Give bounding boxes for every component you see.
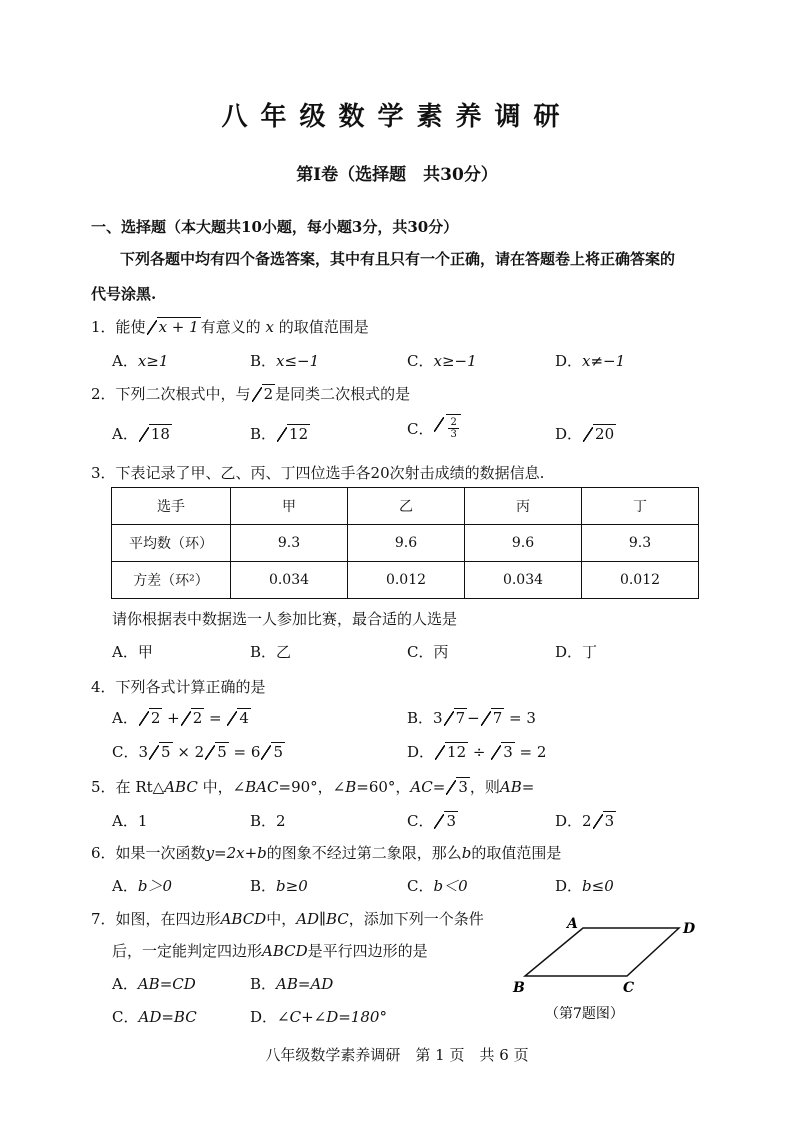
q3-option-b[interactable]: B．乙 [250,643,292,661]
table-cell: 9.3 [231,525,348,562]
table-header-cell: 丙 [465,488,582,525]
q6-option-d[interactable]: D．b≤0 [555,877,614,895]
table-row [112,562,699,599]
q7-option-d[interactable]: D．∠C+∠D=180° [250,1008,387,1026]
question-number: 1． [91,318,116,336]
q4-option-d[interactable]: D． 12 ÷ 3 = 2 [407,743,547,761]
section-heading: 一、选择题（本大题共10小题，每小题3分，共30分） [91,218,459,236]
question-3-followup: 请你根据表中数据选一人参加比赛，最合适的人选是 [112,610,458,628]
table-header-cell: 丁 [582,488,699,525]
shooting-data-table [111,487,699,599]
question-6: 6．如果一次函数y=2x+b的图象不经过第二象限，那么b的取值范围是 [91,844,562,862]
q6-option-c[interactable]: C．b＜0 [407,877,468,895]
page-footer: 八年级数学素养调研 第 1 页 共 6 页 [265,1046,529,1064]
sqrt-expression [147,317,201,336]
q6-option-a[interactable]: A．b＞0 [112,877,172,895]
vertex-label-a: A [567,916,578,932]
table-cell: 0.012 [348,562,465,599]
question-text: 有意义的 [200,318,261,336]
q5-option-b[interactable]: B．2 [250,812,286,830]
table-cell: 方差（环²） [112,562,231,599]
table-header-cell: 选手 [112,488,231,525]
table-cell: 0.034 [231,562,348,599]
question-7-line-1: 7．如图，在四边形ABCD中，AD∥BC，添加下列一个条件 [91,910,484,928]
q1-option-b[interactable]: B．x≤−1 [250,352,320,370]
radicand: x + 1 [158,318,199,336]
q4-option-b[interactable]: B．3 7 − 7 = 3 [407,709,536,727]
q5-option-c[interactable]: C． 3 [407,812,457,830]
sqrt-expression: 2 [252,384,276,403]
q2-option-a[interactable]: A． 18 [112,425,170,443]
q3-option-d[interactable]: D．丁 [555,643,598,661]
question-5: 5．在 Rt△ABC 中，∠BAC=90°，∠B=60°，AC= 3 ，则AB= [91,778,535,796]
table-cell: 9.6 [348,525,465,562]
question-4: 4．下列各式计算正确的是 [91,678,266,696]
q7-option-a[interactable]: A．AB=CD [112,975,196,993]
question-text: 能使 [115,318,146,336]
variable: x [265,318,274,336]
question-text: 的取值范围是 [278,318,369,336]
q3-option-a[interactable]: A．甲 [112,643,153,661]
q5-option-d[interactable]: D．2 3 [555,812,615,830]
q2-option-d[interactable]: D． 20 [555,425,615,443]
table-cell: 0.012 [582,562,699,599]
parallelogram-figure [505,910,705,1030]
table-header-cell: 乙 [348,488,465,525]
section-subtitle: 第Ⅰ卷（选择题 共30分） [296,165,498,185]
q6-option-b[interactable]: B．b≥0 [250,877,308,895]
table-row [112,488,699,525]
q1-option-a[interactable]: A．x≥1 [112,352,169,370]
instruction-line-2: 代号涂黑. [91,285,157,303]
vertex-label-b: B [513,980,525,996]
table-cell: 平均数（环） [112,525,231,562]
table-cell: 0.034 [465,562,582,599]
q3-option-c[interactable]: C．丙 [407,643,449,661]
q5-option-a[interactable]: A．1 [112,812,148,830]
q4-option-c[interactable]: C．3 5 × 2 5 = 6 5 [112,743,283,761]
q7-option-c[interactable]: C．AD=BC [112,1008,197,1026]
vertex-label-d: D [683,921,696,937]
fraction: $\frac{2}{3}$ [450,417,457,440]
q1-option-d[interactable]: D．x≠−1 [555,352,626,370]
question-3: 3．下表记录了甲、乙、丙、丁四位选手各20次射击成绩的数据信息. [91,464,545,482]
question-2: 2．下列二次根式中，与 2 是同类二次根式的是 [91,385,411,403]
page-title: 八年级数学素养调研 [221,102,573,132]
figure-caption: （第7题图） [545,1006,624,1022]
q7-option-b[interactable]: B．AB=AD [250,975,334,993]
question-1 [91,316,369,337]
q2-option-c[interactable]: C． $\frac{2}{3}$ [407,414,461,440]
q4-option-a[interactable]: A． 2 + 2 = 4 [112,709,249,727]
question-7-line-2: 后，一定能判定四边形ABCD是平行四边形的是 [112,942,428,960]
q2-option-b[interactable]: B． 12 [250,425,309,443]
vertex-label-c: C [623,980,635,996]
table-cell: 9.3 [582,525,699,562]
table-row [112,525,699,562]
parallelogram-shape [525,928,679,976]
table-cell: 9.6 [465,525,582,562]
q1-option-c[interactable]: C．x≥−1 [407,352,477,370]
instruction-line-1: 下列各题中均有四个备选答案，其中有且只有一个正确，请在答题卷上将正确答案的 [120,250,676,268]
table-header-cell: 甲 [231,488,348,525]
